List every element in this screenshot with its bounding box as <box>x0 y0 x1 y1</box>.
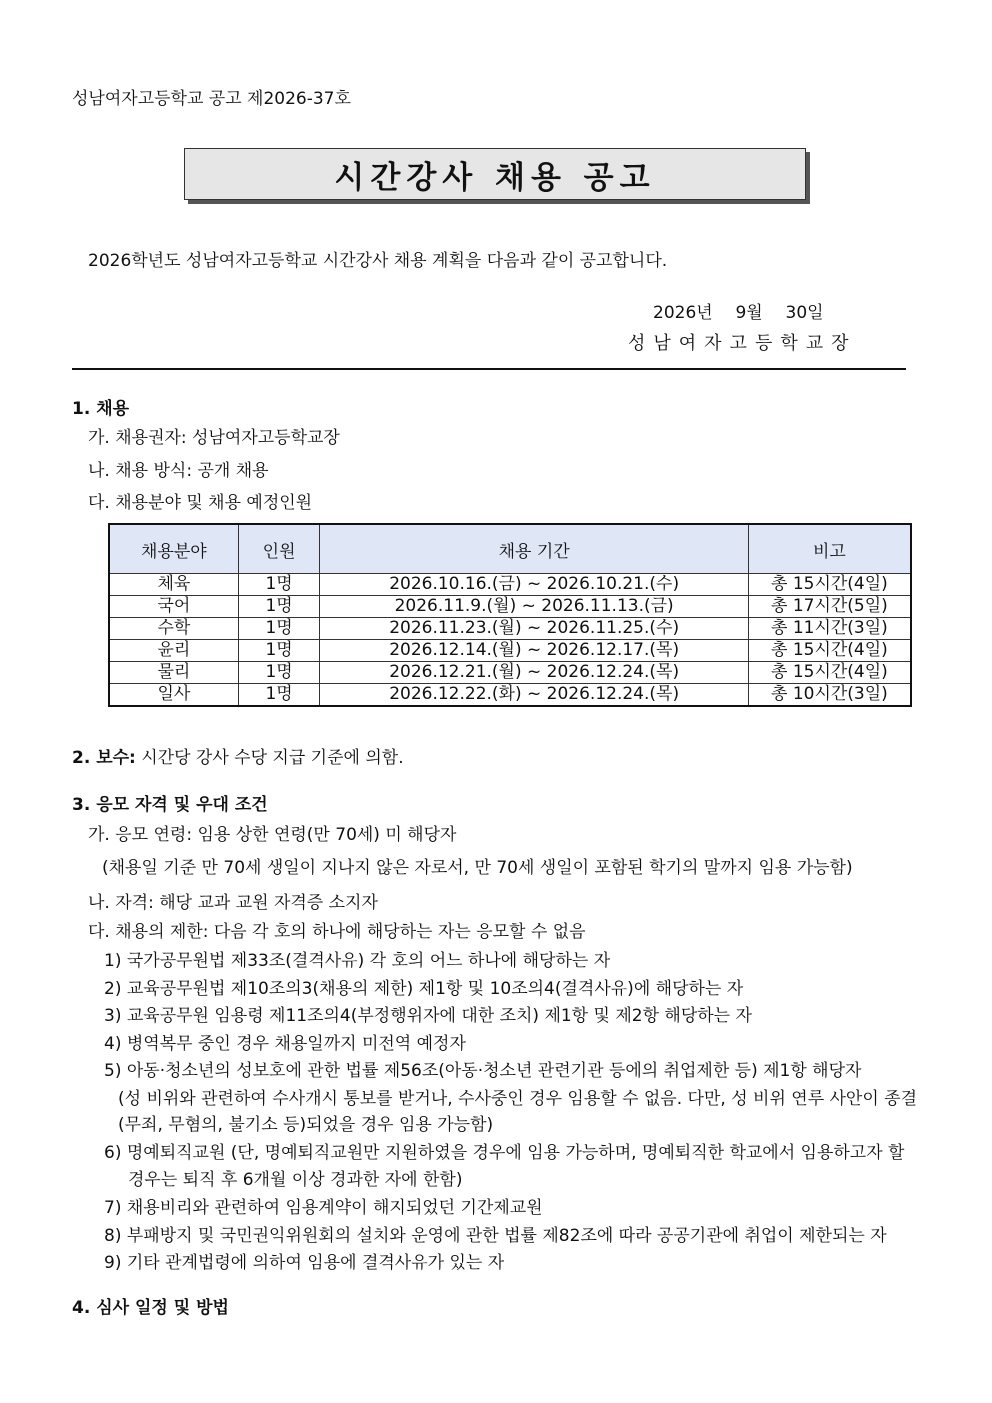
cell-field: 윤리 <box>109 640 238 662</box>
cell-period: 2026.11.9.(월) ~ 2026.11.13.(금) <box>320 596 748 618</box>
restriction-item: 8) 부패방지 및 국민권익위원회의 설치와 운영에 관한 법률 제82조에 따라 공공기관에 취업이 제한되는 자 <box>104 1226 887 1246</box>
cell-count: 1명 <box>238 618 320 640</box>
restriction-item: 7) 채용비리와 관련하여 임용계약이 해지되었던 기간제교원 <box>104 1198 543 1218</box>
cell-note: 총 15시간(4일) <box>748 640 911 662</box>
restriction-item: 4) 병역복무 중인 경우 채용일까지 미전역 예정자 <box>104 1034 466 1054</box>
cell-period: 2026.12.22.(화) ~ 2026.12.24.(목) <box>320 684 748 707</box>
intro-text: 2026학년도 성남여자고등학교 시간강사 채용 계획을 다음과 같이 공고합니다. <box>88 251 668 271</box>
section1-item: 다. 채용분야 및 채용 예정인원 <box>88 493 313 513</box>
cell-field: 물리 <box>109 662 238 684</box>
section1-item: 나. 채용 방식: 공개 채용 <box>88 461 269 481</box>
section3-heading: 3. 응모 자격 및 우대 조건 <box>72 795 268 815</box>
table-row <box>109 618 911 640</box>
section3-item: 다. 채용의 제한: 다음 각 호의 하나에 해당하는 자는 응모할 수 없음 <box>88 922 586 942</box>
section2 <box>72 743 404 768</box>
cell-note: 총 15시간(4일) <box>748 662 911 684</box>
cell-count: 1명 <box>238 662 320 684</box>
cell-count: 1명 <box>238 596 320 618</box>
cell-note: 총 17시간(5일) <box>748 596 911 618</box>
table-row <box>109 662 911 684</box>
header-note: 비고 <box>748 524 911 574</box>
restriction-note: 경우는 퇴직 후 6개월 이상 경과한 자에 한함) <box>128 1170 463 1190</box>
recruitment-table <box>108 523 912 707</box>
header-period: 채용 기간 <box>320 524 748 574</box>
title-box <box>184 148 806 200</box>
table-header-row <box>109 524 911 574</box>
header-count: 인원 <box>238 524 320 574</box>
notice-number: 성남여자고등학교 공고 제2026-37호 <box>72 89 351 109</box>
section4-heading: 4. 심사 일정 및 방법 <box>72 1298 229 1318</box>
section2-heading: 2. 보수: <box>72 748 136 768</box>
cell-period: 2026.11.23.(월) ~ 2026.11.25.(수) <box>320 618 748 640</box>
restriction-item: 2) 교육공무원법 제10조의3(채용의 제한) 제1항 및 10조의4(결격사유)에 해당하는 자 <box>104 979 744 999</box>
cell-field: 국어 <box>109 596 238 618</box>
horizontal-rule <box>72 368 906 370</box>
cell-count: 1명 <box>238 684 320 707</box>
cell-field: 수학 <box>109 618 238 640</box>
document-title: 시간강사 채용 공고 <box>334 159 656 196</box>
restriction-item: 1) 국가공무원법 제33조(결격사유) 각 호의 어느 하나에 해당하는 자 <box>104 951 611 971</box>
cell-field: 일사 <box>109 684 238 707</box>
restriction-item: 3) 교육공무원 임용령 제11조의4(부정행위자에 대한 조치) 제1항 및 제2항 해당하는 자 <box>104 1006 752 1026</box>
cell-note: 총 15시간(4일) <box>748 574 911 596</box>
section2-text: 시간당 강사 수당 지급 기준에 의함. <box>135 748 404 768</box>
table-row <box>109 640 911 662</box>
section3-item: 가. 응모 연령: 임용 상한 연령(만 70세) 미 해당자 <box>88 825 457 845</box>
restriction-note: (성 비위와 관련하여 수사개시 통보를 받거나, 수사중인 경우 임용할 수 없음. 다만, 성 비위 연루 사안이 종결 <box>118 1089 918 1109</box>
section1-heading: 1. 채용 <box>72 399 130 419</box>
cell-count: 1명 <box>238 640 320 662</box>
issuer: 성남여자고등학교장 <box>628 333 857 354</box>
section3-item: 나. 자격: 해당 교과 교원 자격증 소지자 <box>88 893 378 913</box>
cell-period: 2026.12.14.(월) ~ 2026.12.17.(목) <box>320 640 748 662</box>
cell-count: 1명 <box>238 574 320 596</box>
cell-period: 2026.10.16.(금) ~ 2026.10.21.(수) <box>320 574 748 596</box>
section1-item: 가. 채용권자: 성남여자고등학교장 <box>88 428 340 448</box>
notice-date: 2026년 9월 30일 <box>653 303 824 323</box>
cell-field: 체육 <box>109 574 238 596</box>
table-row <box>109 684 911 707</box>
cell-period: 2026.12.21.(월) ~ 2026.12.24.(목) <box>320 662 748 684</box>
section3-note: (채용일 기준 만 70세 생일이 지나지 않은 자로서, 만 70세 생일이 포함된 학기의 말까지 임용 가능함) <box>102 858 853 878</box>
restriction-item: 6) 명예퇴직교원 (단, 명예퇴직교원만 지원하였을 경우에 임용 가능하며, 명예퇴직한 학교에서 임용하고자 할 <box>104 1143 905 1163</box>
table-row <box>109 596 911 618</box>
cell-note: 총 11시간(3일) <box>748 618 911 640</box>
restriction-note: (무죄, 무혐의, 불기소 등)되었을 경우 임용 가능함) <box>118 1115 494 1135</box>
restriction-item: 9) 기타 관계법령에 의하여 임용에 결격사유가 있는 자 <box>104 1253 505 1273</box>
header-field: 채용분야 <box>109 524 238 574</box>
table-row <box>109 574 911 596</box>
cell-note: 총 10시간(3일) <box>748 684 911 707</box>
restriction-item: 5) 아동·청소년의 성보호에 관한 법률 제56조(아동·청소년 관련기관 등에의 취업제한 등) 제1항 해당자 <box>104 1061 862 1081</box>
